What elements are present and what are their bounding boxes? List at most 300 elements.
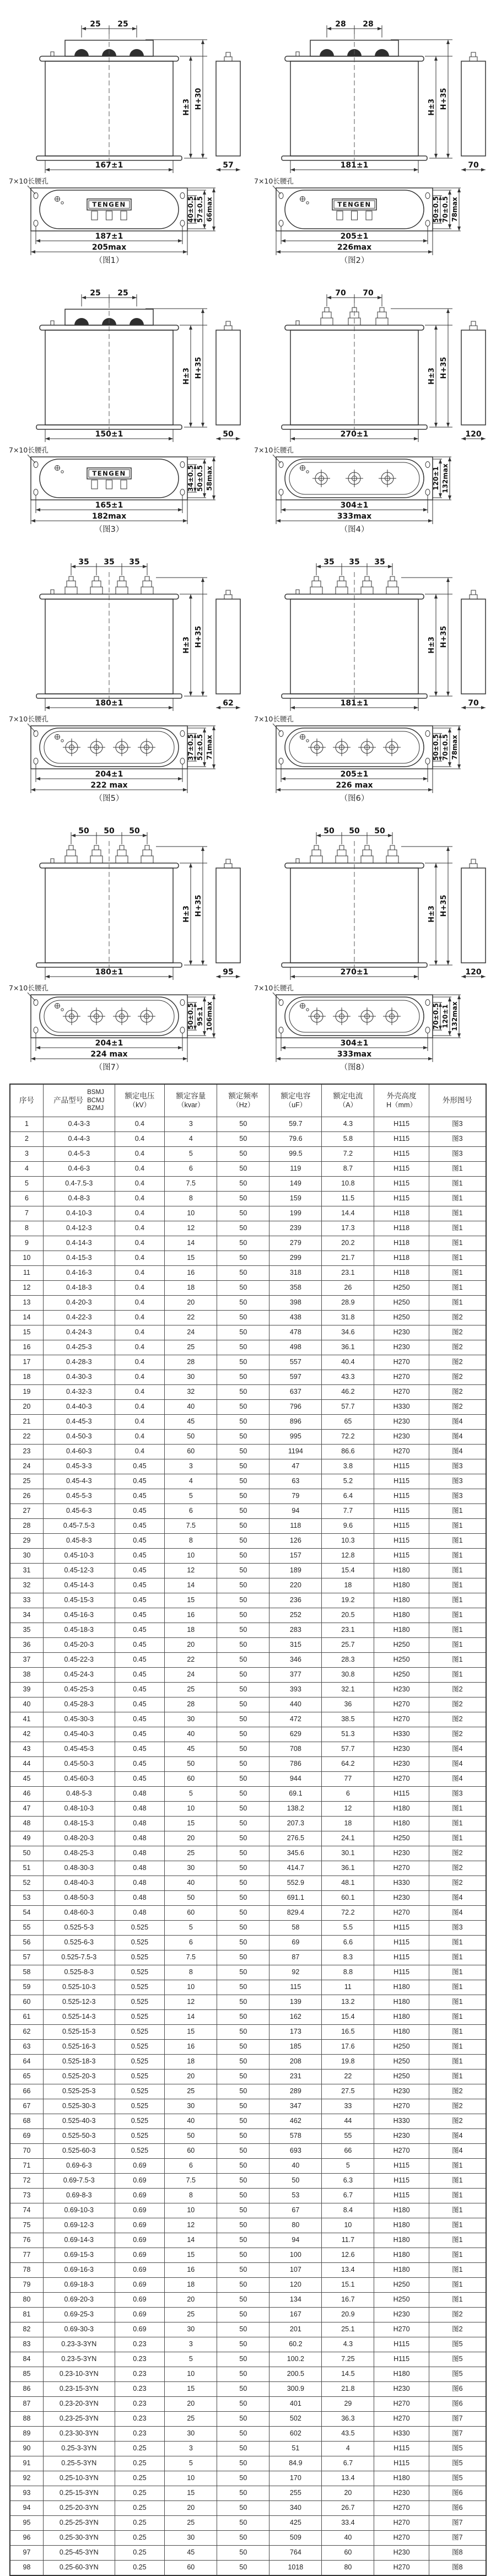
cell-height: H270 — [374, 2561, 429, 2576]
cell-height: H115 — [374, 1132, 429, 1147]
cell-capacity: 25 — [165, 2516, 217, 2531]
cell-voltage: 0.525 — [115, 2070, 165, 2084]
svg-text:H±3: H±3 — [428, 637, 436, 654]
cell-capacity: 12 — [165, 1995, 217, 2010]
cell-capacity: 8 — [165, 1534, 217, 1549]
svg-text:71max: 71max — [206, 735, 213, 760]
cell-frequency: 50 — [217, 2322, 269, 2337]
cell-model: 0.4-32-3 — [43, 1385, 115, 1400]
cell-index: 20 — [10, 1400, 43, 1415]
cell-model: 0.45-8-3 — [43, 1534, 115, 1549]
cell-model: 0.25-10-3YN — [43, 2471, 115, 2486]
cell-height: H230 — [374, 2129, 429, 2144]
svg-text:224 max: 224 max — [90, 1050, 128, 1059]
cell-capacitance: 398 — [269, 1296, 322, 1311]
cell-frequency: 50 — [217, 2114, 269, 2129]
cell-model: 0.4-4-3 — [43, 1132, 115, 1147]
cell-current: 16.5 — [322, 2025, 374, 2040]
cell-capacitance: 199 — [269, 1206, 322, 1221]
cell-index: 61 — [10, 2010, 43, 2025]
cell-figure: 图2 — [429, 1311, 486, 1325]
cell-current: 12.8 — [322, 1549, 374, 1564]
table-row — [10, 1534, 486, 1549]
cell-frequency: 50 — [217, 1965, 269, 1980]
cell-current: 8.8 — [322, 1965, 374, 1980]
cell-frequency: 50 — [217, 1712, 269, 1727]
mounting-hole — [279, 1000, 283, 1006]
cell-frequency: 50 — [217, 2412, 269, 2427]
cell-current: 10.3 — [322, 1534, 374, 1549]
svg-text:95±1: 95±1 — [196, 1006, 204, 1026]
cell-index: 51 — [10, 1861, 43, 1876]
svg-text:304±1: 304±1 — [340, 501, 369, 510]
cell-frequency: 50 — [217, 1177, 269, 1192]
cell-current: 48.1 — [322, 1876, 374, 1891]
cell-current: 65 — [322, 1415, 374, 1430]
cell-capacity: 8 — [165, 1192, 217, 1206]
table-row — [10, 1950, 486, 1965]
mounting-hole — [279, 489, 283, 495]
figure-side-view — [461, 859, 486, 978]
terminal-circle — [308, 739, 326, 756]
cell-height: H180 — [374, 2233, 429, 2248]
table-row — [10, 1251, 486, 1266]
svg-text:H+35: H+35 — [440, 894, 448, 917]
cell-figure: 图1 — [429, 1162, 486, 1177]
cell-figure: 图1 — [429, 2218, 486, 2233]
figure-front-view — [36, 558, 240, 711]
cell-current: 44 — [322, 2114, 374, 2129]
figure-side-view — [216, 52, 240, 171]
mounting-hole — [180, 758, 185, 764]
table-row — [10, 2129, 486, 2144]
slot-hole-label: 7×10长腰孔 — [9, 177, 48, 185]
terminal-circle — [138, 739, 155, 756]
cell-height: H250 — [374, 1281, 429, 1296]
cell-figure: 图1 — [429, 2293, 486, 2308]
cell-index: 60 — [10, 1995, 43, 2010]
cell-index: 57 — [10, 1950, 43, 1965]
cell-capacitance: 149 — [269, 1177, 322, 1192]
cell-figure: 图1 — [429, 1266, 486, 1281]
cell-height: H270 — [374, 1697, 429, 1712]
cell-model: 0.4-20-3 — [43, 1296, 115, 1311]
cell-figure: 图4 — [429, 1742, 486, 1757]
cell-figure: 图2 — [429, 1861, 486, 1876]
cell-frequency: 50 — [217, 1891, 269, 1906]
cell-current: 14.4 — [322, 1206, 374, 1221]
table-row — [10, 2352, 486, 2367]
cell-capacity: 45 — [165, 1415, 217, 1430]
cell-figure: 图1 — [429, 2040, 486, 2055]
cell-frequency: 50 — [217, 2263, 269, 2278]
cell-capacitance: 157 — [269, 1549, 322, 1564]
cell-figure: 图3 — [429, 1459, 486, 1474]
table-row — [10, 1772, 486, 1787]
cell-capacity: 10 — [165, 1802, 217, 1817]
cell-model: 0.45-16-3 — [43, 1608, 115, 1623]
mounting-hole — [425, 462, 430, 468]
cell-frequency: 50 — [217, 1534, 269, 1549]
cell-model: 0.48-15-3 — [43, 1817, 115, 1831]
cell-capacity: 60 — [165, 1906, 217, 1921]
cell-model: 0.525-6-3 — [43, 1936, 115, 1950]
cell-frequency: 50 — [217, 1802, 269, 1817]
cell-voltage: 0.45 — [115, 1727, 165, 1742]
cell-frequency: 50 — [217, 1519, 269, 1534]
cell-index: 44 — [10, 1757, 43, 1772]
model-series: BCMJ — [87, 1097, 105, 1104]
cell-frequency: 50 — [217, 2352, 269, 2367]
cell-capacity: 3 — [165, 1459, 217, 1474]
cell-figure: 图2 — [429, 1400, 486, 1415]
cell-index: 27 — [10, 1504, 43, 1519]
terminal-circle — [383, 739, 401, 756]
svg-text:70±0.5: 70±0.5 — [441, 196, 449, 223]
cell-frequency: 50 — [217, 1340, 269, 1355]
figure-6-drawing — [250, 541, 492, 810]
cell-height: H250 — [374, 1668, 429, 1683]
figure-6-caption: （图6） — [339, 794, 369, 803]
cell-current: 23.1 — [322, 1266, 374, 1281]
cell-index: 75 — [10, 2218, 43, 2233]
brand-label — [87, 468, 131, 479]
figure-front-view — [282, 289, 486, 442]
cell-height: H180 — [374, 1608, 429, 1623]
cell-frequency: 50 — [217, 2337, 269, 2352]
cell-figure: 图1 — [429, 1206, 486, 1221]
cell-frequency: 50 — [217, 1355, 269, 1370]
cell-voltage: 0.4 — [115, 1117, 165, 1132]
cell-capacity: 20 — [165, 1638, 217, 1653]
cell-frequency: 50 — [217, 1876, 269, 1891]
svg-text:H+35: H+35 — [195, 894, 203, 917]
mounting-hole — [180, 193, 185, 199]
earth-symbol — [300, 735, 309, 742]
cell-height: H115 — [374, 2159, 429, 2174]
svg-text:120±1: 120±1 — [441, 1004, 449, 1028]
cell-capacity: 30 — [165, 2427, 217, 2442]
cell-figure: 图1 — [429, 1653, 486, 1668]
cell-height: H180 — [374, 1817, 429, 1831]
cell-capacity: 18 — [165, 2278, 217, 2293]
cell-capacity: 30 — [165, 1861, 217, 1876]
cell-current: 36.1 — [322, 1340, 374, 1355]
cell-height: H230 — [374, 1325, 429, 1340]
cell-frequency: 50 — [217, 1132, 269, 1147]
cell-voltage: 0.45 — [115, 1742, 165, 1757]
table-row — [10, 1623, 486, 1638]
cell-current: 20 — [322, 2486, 374, 2501]
cell-current: 57.7 — [322, 1400, 374, 1415]
cell-frequency: 50 — [217, 1950, 269, 1965]
svg-text:52±0.5: 52±0.5 — [196, 734, 204, 761]
cell-figure: 图2 — [429, 1370, 486, 1385]
cell-capacity: 20 — [165, 2397, 217, 2412]
mounting-hole — [425, 193, 430, 199]
cell-figure: 图1 — [429, 2159, 486, 2174]
cell-model: 0.23-10-3YN — [43, 2367, 115, 2382]
cell-height: H115 — [374, 1147, 429, 1162]
svg-text:50±0.5: 50±0.5 — [196, 465, 204, 492]
table-row — [10, 1697, 486, 1712]
table-row — [10, 1757, 486, 1772]
svg-text:120: 120 — [465, 968, 482, 977]
cell-height: H330 — [374, 1400, 429, 1415]
cell-capacitance: 170 — [269, 2471, 322, 2486]
cell-current: 6.4 — [322, 1489, 374, 1504]
cell-frequency: 50 — [217, 2278, 269, 2293]
cell-model: 0.45-50-3 — [43, 1757, 115, 1772]
table-row — [10, 1147, 486, 1162]
cell-capacitance: 283 — [269, 1623, 322, 1638]
cell-capacity: 20 — [165, 2293, 217, 2308]
cell-current: 10.8 — [322, 1177, 374, 1192]
cell-current: 9.6 — [322, 1519, 374, 1534]
svg-text:H±3: H±3 — [182, 906, 191, 923]
svg-text:50: 50 — [349, 827, 360, 836]
figure-block-2 — [250, 3, 495, 272]
figure-3-drawing — [4, 272, 247, 541]
cell-model: 0.69-10-3 — [43, 2203, 115, 2218]
cell-current: 51.3 — [322, 1727, 374, 1742]
table-row — [10, 1340, 486, 1355]
cell-figure: 图2 — [429, 2322, 486, 2337]
mounting-hole — [279, 193, 283, 199]
cell-capacity: 12 — [165, 1564, 217, 1578]
cell-capacitance: 60.2 — [269, 2337, 322, 2352]
cell-current: 8.4 — [322, 2203, 374, 2218]
table-row — [10, 2501, 486, 2516]
cell-height: H330 — [374, 2427, 429, 2442]
cell-current: 28.3 — [322, 1653, 374, 1668]
cell-current: 55 — [322, 2129, 374, 2144]
cell-model: 0.45-4-3 — [43, 1474, 115, 1489]
svg-text:H±3: H±3 — [428, 99, 436, 116]
cell-capacity: 6 — [165, 1936, 217, 1950]
cell-current: 40 — [322, 2531, 374, 2546]
cell-index: 55 — [10, 1921, 43, 1936]
cell-capacitance: 239 — [269, 1221, 322, 1236]
cell-voltage: 0.45 — [115, 1623, 165, 1638]
cell-index: 56 — [10, 1936, 43, 1950]
cell-current: 86.6 — [322, 1445, 374, 1459]
cell-model: 0.45-20-3 — [43, 1638, 115, 1653]
svg-text:132max: 132max — [451, 1001, 459, 1031]
table-row — [10, 1221, 486, 1236]
cell-current: 21.7 — [322, 1251, 374, 1266]
cell-capacitance: 189 — [269, 1564, 322, 1578]
svg-text:222 max: 222 max — [90, 781, 128, 790]
svg-text:333max: 333max — [337, 1050, 372, 1059]
cell-figure: 图4 — [429, 1415, 486, 1430]
cell-capacitance: 597 — [269, 1370, 322, 1385]
terminal-circle — [63, 739, 80, 756]
cell-current: 60 — [322, 2546, 374, 2561]
table-row — [10, 1668, 486, 1683]
cell-current: 3.8 — [322, 1459, 374, 1474]
cell-model: 0.25-30-3YN — [43, 2531, 115, 2546]
svg-text:50: 50 — [223, 430, 234, 439]
cell-index: 9 — [10, 1236, 43, 1251]
cell-frequency: 50 — [217, 1206, 269, 1221]
cell-height: H118 — [374, 1221, 429, 1236]
svg-text:50±0.5: 50±0.5 — [187, 1003, 195, 1030]
svg-text:50: 50 — [78, 827, 89, 836]
svg-text:TENGEN: TENGEN — [92, 470, 126, 477]
cell-voltage: 0.69 — [115, 2203, 165, 2218]
cell-voltage: 0.4 — [115, 1206, 165, 1221]
slot-hole-label: 7×10长腰孔 — [9, 446, 48, 454]
svg-text:226max: 226max — [337, 243, 372, 252]
cell-current: 15.1 — [322, 2278, 374, 2293]
col-header-3 — [165, 1084, 217, 1117]
cell-model: 0.45-3-3 — [43, 1459, 115, 1474]
svg-text:58max: 58max — [206, 466, 213, 491]
svg-text:28: 28 — [335, 20, 346, 29]
cell-frequency: 50 — [217, 1430, 269, 1445]
cell-model: 0.69-15-3 — [43, 2248, 115, 2263]
cell-frequency: 50 — [217, 2442, 269, 2456]
cell-height: H270 — [374, 2322, 429, 2337]
cell-index: 79 — [10, 2278, 43, 2293]
cell-figure: 图1 — [429, 1281, 486, 1296]
mounting-hole — [425, 220, 430, 227]
cell-voltage: 0.525 — [115, 2084, 165, 2099]
cell-figure: 图5 — [429, 2367, 486, 2382]
col-header-label: 额定电流 — [333, 1091, 363, 1100]
figure-bottom-view — [9, 446, 215, 524]
table-row — [10, 1385, 486, 1400]
cell-figure: 图1 — [429, 1965, 486, 1980]
cell-model: 0.4-18-3 — [43, 1281, 115, 1296]
cell-capacitance: 440 — [269, 1697, 322, 1712]
cell-current: 26.7 — [322, 2501, 374, 2516]
cell-index: 84 — [10, 2352, 43, 2367]
cell-height: H270 — [374, 2516, 429, 2531]
cell-height: H330 — [374, 1727, 429, 1742]
table-row — [10, 1519, 486, 1534]
cell-voltage: 0.69 — [115, 2263, 165, 2278]
cell-frequency: 50 — [217, 1415, 269, 1430]
cell-current: 25.7 — [322, 1638, 374, 1653]
cell-model: 0.4-5-3 — [43, 1147, 115, 1162]
cell-model: 0.23-15-3YN — [43, 2382, 115, 2397]
cell-figure: 图2 — [429, 1846, 486, 1861]
svg-text:78max: 78max — [451, 197, 459, 222]
svg-text:35: 35 — [78, 558, 89, 567]
cell-current: 5.5 — [322, 1921, 374, 1936]
figure-bottom-view — [254, 446, 451, 524]
cell-height: H250 — [374, 1638, 429, 1653]
cell-index: 28 — [10, 1519, 43, 1534]
cell-capacity: 15 — [165, 2248, 217, 2263]
cell-frequency: 50 — [217, 2189, 269, 2203]
cell-voltage: 0.45 — [115, 1653, 165, 1668]
cell-model: 0.25-15-3YN — [43, 2486, 115, 2501]
svg-text:70: 70 — [468, 161, 479, 170]
cell-index: 96 — [10, 2531, 43, 2546]
terminal-circle — [312, 470, 330, 487]
table-row — [10, 2070, 486, 2084]
col-header-1 — [43, 1084, 115, 1117]
terminal-circle — [333, 1007, 351, 1025]
cell-model: 0.48-40-3 — [43, 1876, 115, 1891]
cell-frequency: 50 — [217, 2308, 269, 2322]
cell-current: 13.4 — [322, 2471, 374, 2486]
mounting-hole — [279, 758, 283, 764]
cell-frequency: 50 — [217, 1608, 269, 1623]
mounting-hole — [425, 758, 430, 764]
cell-model: 0.69-16-3 — [43, 2263, 115, 2278]
cell-capacity: 8 — [165, 2189, 217, 2203]
cell-capacitance: 472 — [269, 1712, 322, 1727]
cell-figure: 图1 — [429, 1192, 486, 1206]
cell-voltage: 0.45 — [115, 1683, 165, 1697]
cell-capacity: 12 — [165, 2218, 217, 2233]
cell-voltage: 0.45 — [115, 1564, 165, 1578]
cell-index: 11 — [10, 1266, 43, 1281]
svg-text:106max: 106max — [206, 1001, 213, 1031]
cell-height: H180 — [374, 2248, 429, 2263]
svg-text:57: 57 — [223, 161, 234, 170]
cell-model: 0.525-8-3 — [43, 1965, 115, 1980]
mounting-hole — [279, 731, 283, 737]
cell-height: H180 — [374, 1623, 429, 1638]
model-series: BSMJ — [87, 1089, 104, 1096]
cell-index: 8 — [10, 1221, 43, 1236]
cell-capacity: 15 — [165, 1817, 217, 1831]
table-row — [10, 1683, 486, 1697]
cell-voltage: 0.48 — [115, 1817, 165, 1831]
cell-capacity: 20 — [165, 2070, 217, 2084]
table-row — [10, 2174, 486, 2189]
cell-index: 88 — [10, 2412, 43, 2427]
cell-frequency: 50 — [217, 1921, 269, 1936]
cell-current: 46.2 — [322, 1385, 374, 1400]
cell-figure: 图1 — [429, 2278, 486, 2293]
cell-capacitance: 438 — [269, 1311, 322, 1325]
cell-figure: 图1 — [429, 2174, 486, 2189]
cell-voltage: 0.4 — [115, 1385, 165, 1400]
cell-model: 0.45-14-3 — [43, 1578, 115, 1593]
cell-current: 34.6 — [322, 1325, 374, 1340]
mounting-hole — [34, 489, 38, 495]
cell-capacitance: 201 — [269, 2322, 322, 2337]
cell-figure: 图2 — [429, 2114, 486, 2129]
svg-text:25: 25 — [117, 20, 128, 29]
cell-index: 5 — [10, 1177, 43, 1192]
svg-text:H±3: H±3 — [182, 99, 191, 116]
cell-index: 71 — [10, 2159, 43, 2174]
cell-figure: 图1 — [429, 1221, 486, 1236]
cell-model: 0.45-40-3 — [43, 1727, 115, 1742]
cell-index: 1 — [10, 1117, 43, 1132]
cell-capacitance: 557 — [269, 1355, 322, 1370]
brand-label — [87, 199, 131, 210]
cell-height: H180 — [374, 2367, 429, 2382]
cell-capacitance: 764 — [269, 2546, 322, 2561]
cell-voltage: 0.69 — [115, 2293, 165, 2308]
cell-current: 20.5 — [322, 1608, 374, 1623]
cell-figure: 图4 — [429, 2129, 486, 2144]
earth-symbol — [55, 735, 64, 742]
cell-model: 0.25-25-3YN — [43, 2516, 115, 2531]
figure-side-view — [461, 321, 486, 440]
cell-frequency: 50 — [217, 2293, 269, 2308]
cell-height: H180 — [374, 2025, 429, 2040]
table-row — [10, 2382, 486, 2397]
